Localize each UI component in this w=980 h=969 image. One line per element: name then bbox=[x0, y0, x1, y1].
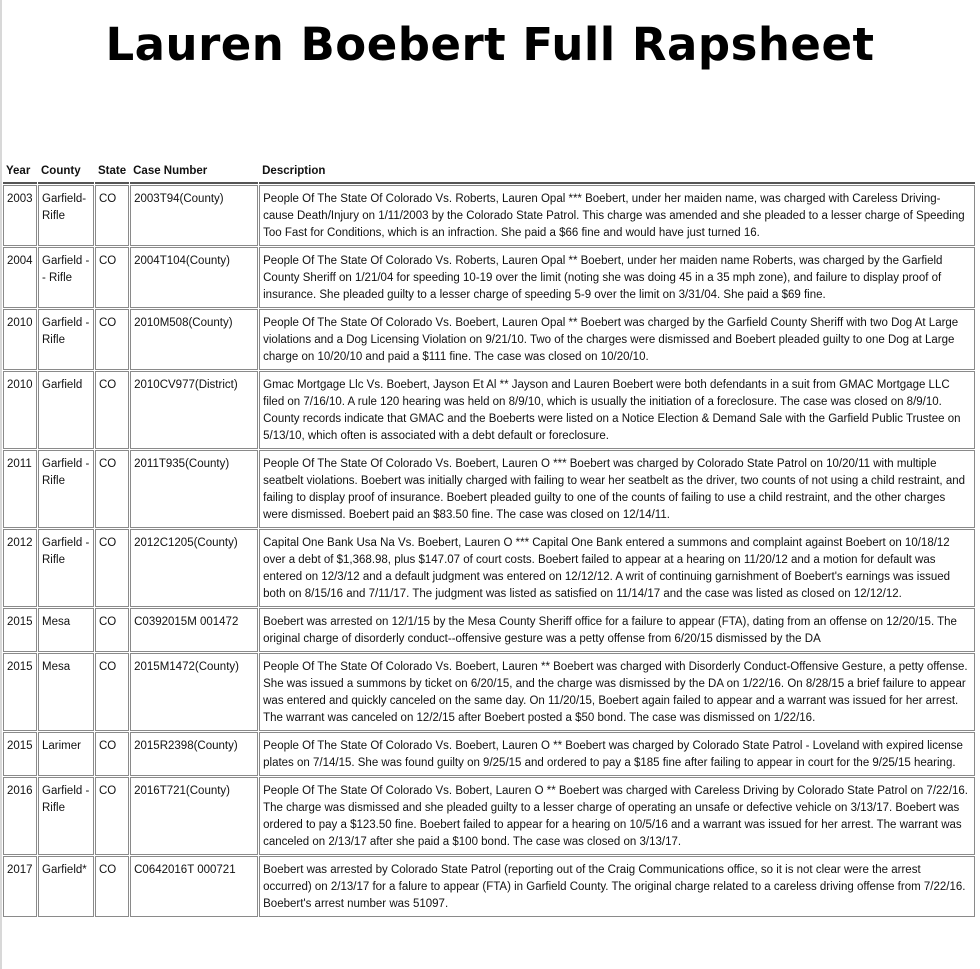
cell-case-number: 2015R2398(County) bbox=[130, 732, 258, 776]
cell-state: CO bbox=[95, 309, 129, 370]
cell-description: People Of The State Of Colorado Vs. Boebert, Lauren Opal ** Boebert was charged by the Garfield County Sheriff with two Dog At Large violations and a Dog Licensing Violation on 9/21/10. Two of the charges were dismissed and Boebert pleaded guilty to one Dog at Large charge on 10/20/10 and paid a $111 fine. The case was closed on 10/20/10. bbox=[259, 309, 975, 370]
table-row bbox=[3, 777, 975, 855]
table-row bbox=[3, 450, 975, 528]
cell-county: Garfield - Rifle bbox=[38, 529, 94, 607]
cell-case-number: C0392015M 001472 bbox=[130, 608, 258, 652]
cell-county: Garfield - Rifle bbox=[38, 450, 94, 528]
header-row bbox=[3, 159, 975, 184]
table-row bbox=[3, 856, 975, 917]
cell-state: CO bbox=[95, 529, 129, 607]
header-county: County bbox=[38, 159, 94, 184]
cell-year: 2015 bbox=[3, 732, 37, 776]
cell-case-number: 2016T721(County) bbox=[130, 777, 258, 855]
cell-description: People Of The State Of Colorado Vs. Roberts, Lauren Opal ** Boebert, under her maiden name Roberts, was charged by the Garfield County Sheriff on 1/21/04 for speeding 10-19 over the limit (noting she was doing 45 in a 35 mph zone), and failure to display proof of insurance. She pleaded guilty to a lesser charge of speeding 5-9 over the limit on 3/31/04. She paid a $69 fine. bbox=[259, 247, 975, 308]
cell-state: CO bbox=[95, 185, 129, 246]
cell-case-number: 2003T94(County) bbox=[130, 185, 258, 246]
cell-county: Garfield - Rifle bbox=[38, 309, 94, 370]
cell-description: People Of The State Of Colorado Vs. Roberts, Lauren Opal *** Boebert, under her maiden name, was charged with Careless Driving-cause Death/Injury on 1/11/2003 by the Colorado State Patrol. This charge was amended and she pleaded to a lesser charge of Speeding Too Fast for Conditions, which is an infraction. She paid a $66 fine and would have just turned 16. bbox=[259, 185, 975, 246]
cell-case-number: 2011T935(County) bbox=[130, 450, 258, 528]
cell-county: Mesa bbox=[38, 653, 94, 731]
cell-description: People Of The State Of Colorado Vs. Bobert, Lauren O ** Boebert was charged with Careless Driving by Colorado State Patrol on 7/22/16. The charge was dismissed and she pleaded guilty to a lesser charge of operating an unsafe or defective vehicle on 3/13/17. Boebert was ordered to pay a $123.50 fine. Boebert failed to appear for a hearing on 10/5/16 and a warrant was issued for her arrest. The warrant was canceled on 2/13/17 after she paid a $100 bond. The case was closed on 3/13/17. bbox=[259, 777, 975, 855]
cell-case-number: C0642016T 000721 bbox=[130, 856, 258, 917]
cell-year: 2003 bbox=[3, 185, 37, 246]
cell-description: Boebert was arrested on 12/1/15 by the Mesa County Sheriff office for a failure to appear (FTA), dating from an offense on 12/20/15. The original charge of disorderly conduct--offensive gesture was a petty offense from 6/20/15 dismissed by the DA bbox=[259, 608, 975, 652]
cell-state: CO bbox=[95, 856, 129, 917]
cell-description: People Of The State Of Colorado Vs. Boebert, Lauren ** Boebert was charged with Disorderly Conduct-Offensive Gesture, a petty offense. She was issued a summons by ticket on 6/20/15, and the charge was dismissed by the DA on 1/22/16. On 8/28/15 a brief failure to appear was entered and quickly canceled on the same day. On 11/20/15, Boebert again failed to appear and a warrant was issued for her arrest. The warrant was canceled on 12/2/15 after Boebert posted a $50 bond. The case was dismissed on 1/22/16. bbox=[259, 653, 975, 731]
table-row bbox=[3, 247, 975, 308]
cell-description: Capital One Bank Usa Na Vs. Boebert, Lauren O *** Capital One Bank entered a summons and complaint against Boebert on 10/18/12 over a debt of $1,368.98, plus $147.07 of court costs. Boebert failed to appear at a hearing on 11/20/12 and a motion for default was entered on 12/3/12 and a default judgment was entered on 12/12/12. A writ of continuing garnishment of Boebert's earnings was issued both on 8/15/16 and 7/11/17. The judgment was listed as satisfied on 11/14/17 and the case was listed as closed on 12/12/12. bbox=[259, 529, 975, 607]
cell-county: Garfield bbox=[38, 371, 94, 449]
cell-case-number: 2010CV977(District) bbox=[130, 371, 258, 449]
table-row bbox=[3, 653, 975, 731]
cell-year: 2010 bbox=[3, 309, 37, 370]
cell-year: 2017 bbox=[3, 856, 37, 917]
cell-county: Garfield* bbox=[38, 856, 94, 917]
cell-county: Garfield -- Rifle bbox=[38, 247, 94, 308]
cell-year: 2011 bbox=[3, 450, 37, 528]
table-row bbox=[3, 309, 975, 370]
cell-county: Garfield - Rifle bbox=[38, 777, 94, 855]
table-row bbox=[3, 732, 975, 776]
cell-year: 2015 bbox=[3, 653, 37, 731]
cell-description: Boebert was arrested by Colorado State Patrol (reporting out of the Craig Communications office, so it is not clear were the arrest occurred) on 2/13/17 for a falure to appear (FTA) in Garfield County. The original charge related to a careless driving offense from 7/22/16. Boebert's arrest number was 51097. bbox=[259, 856, 975, 917]
page-title: Lauren Boebert Full Rapsheet bbox=[105, 18, 875, 71]
cell-county: Mesa bbox=[38, 608, 94, 652]
header-description: Description bbox=[259, 159, 975, 184]
cell-case-number: 2015M1472(County) bbox=[130, 653, 258, 731]
cell-year: 2015 bbox=[3, 608, 37, 652]
cell-year: 2004 bbox=[3, 247, 37, 308]
table-row bbox=[3, 371, 975, 449]
cell-state: CO bbox=[95, 777, 129, 855]
cell-year: 2012 bbox=[3, 529, 37, 607]
header-year: Year bbox=[3, 159, 37, 184]
cell-case-number: 2010M508(County) bbox=[130, 309, 258, 370]
cell-county: Larimer bbox=[38, 732, 94, 776]
table-row bbox=[3, 608, 975, 652]
cell-description: Gmac Mortgage Llc Vs. Boebert, Jayson Et Al ** Jayson and Lauren Boebert were both defendants in a suit from GMAC Mortgage LLC filed on 7/16/10. A rule 120 hearing was held on 8/9/10, which is usually the initiation of a foreclosure. The case was closed on 8/9/10. County records indicate that GMAC and the Boeberts were listed on a Notice Election & Demand Sale with the Garfield Public Trustee on 5/13/10, which often is associated with a debt default or foreclosure. bbox=[259, 371, 975, 449]
cell-year: 2016 bbox=[3, 777, 37, 855]
cell-state: CO bbox=[95, 653, 129, 731]
cell-case-number: 2004T104(County) bbox=[130, 247, 258, 308]
cell-county: Garfield-Rifle bbox=[38, 185, 94, 246]
cell-description: People Of The State Of Colorado Vs. Boebert, Lauren O *** Boebert was charged by Colorado State Patrol on 10/20/11 with multiple seatbelt violations. Boebert was initially charged with failing to wear her seatbelt as the driver, two counts of not using a child restraint, and failing to display proof of insurance. Boebert pleaded guilty to one of the counts of failing to use a child restraint, and the other charges were dismissed. Boebert paid an $83.50 fine. The case was closed on 12/14/11. bbox=[259, 450, 975, 528]
cell-state: CO bbox=[95, 371, 129, 449]
rapsheet-table bbox=[2, 158, 976, 918]
cell-state: CO bbox=[95, 247, 129, 308]
cell-year: 2010 bbox=[3, 371, 37, 449]
cell-state: CO bbox=[95, 450, 129, 528]
cell-description: People Of The State Of Colorado Vs. Boebert, Lauren O ** Boebert was charged by Colorado State Patrol - Loveland with expired license plates on 7/14/15. She was found guilty on 9/25/15 and ordered to pay a $185 fine after failing to appear in court for the 9/25/15 hearing. bbox=[259, 732, 975, 776]
cell-case-number: 2012C1205(County) bbox=[130, 529, 258, 607]
cell-state: CO bbox=[95, 608, 129, 652]
table-row bbox=[3, 529, 975, 607]
cell-state: CO bbox=[95, 732, 129, 776]
header-case-number: Case Number bbox=[130, 159, 258, 184]
header-state: State bbox=[95, 159, 129, 184]
table-row bbox=[3, 185, 975, 246]
